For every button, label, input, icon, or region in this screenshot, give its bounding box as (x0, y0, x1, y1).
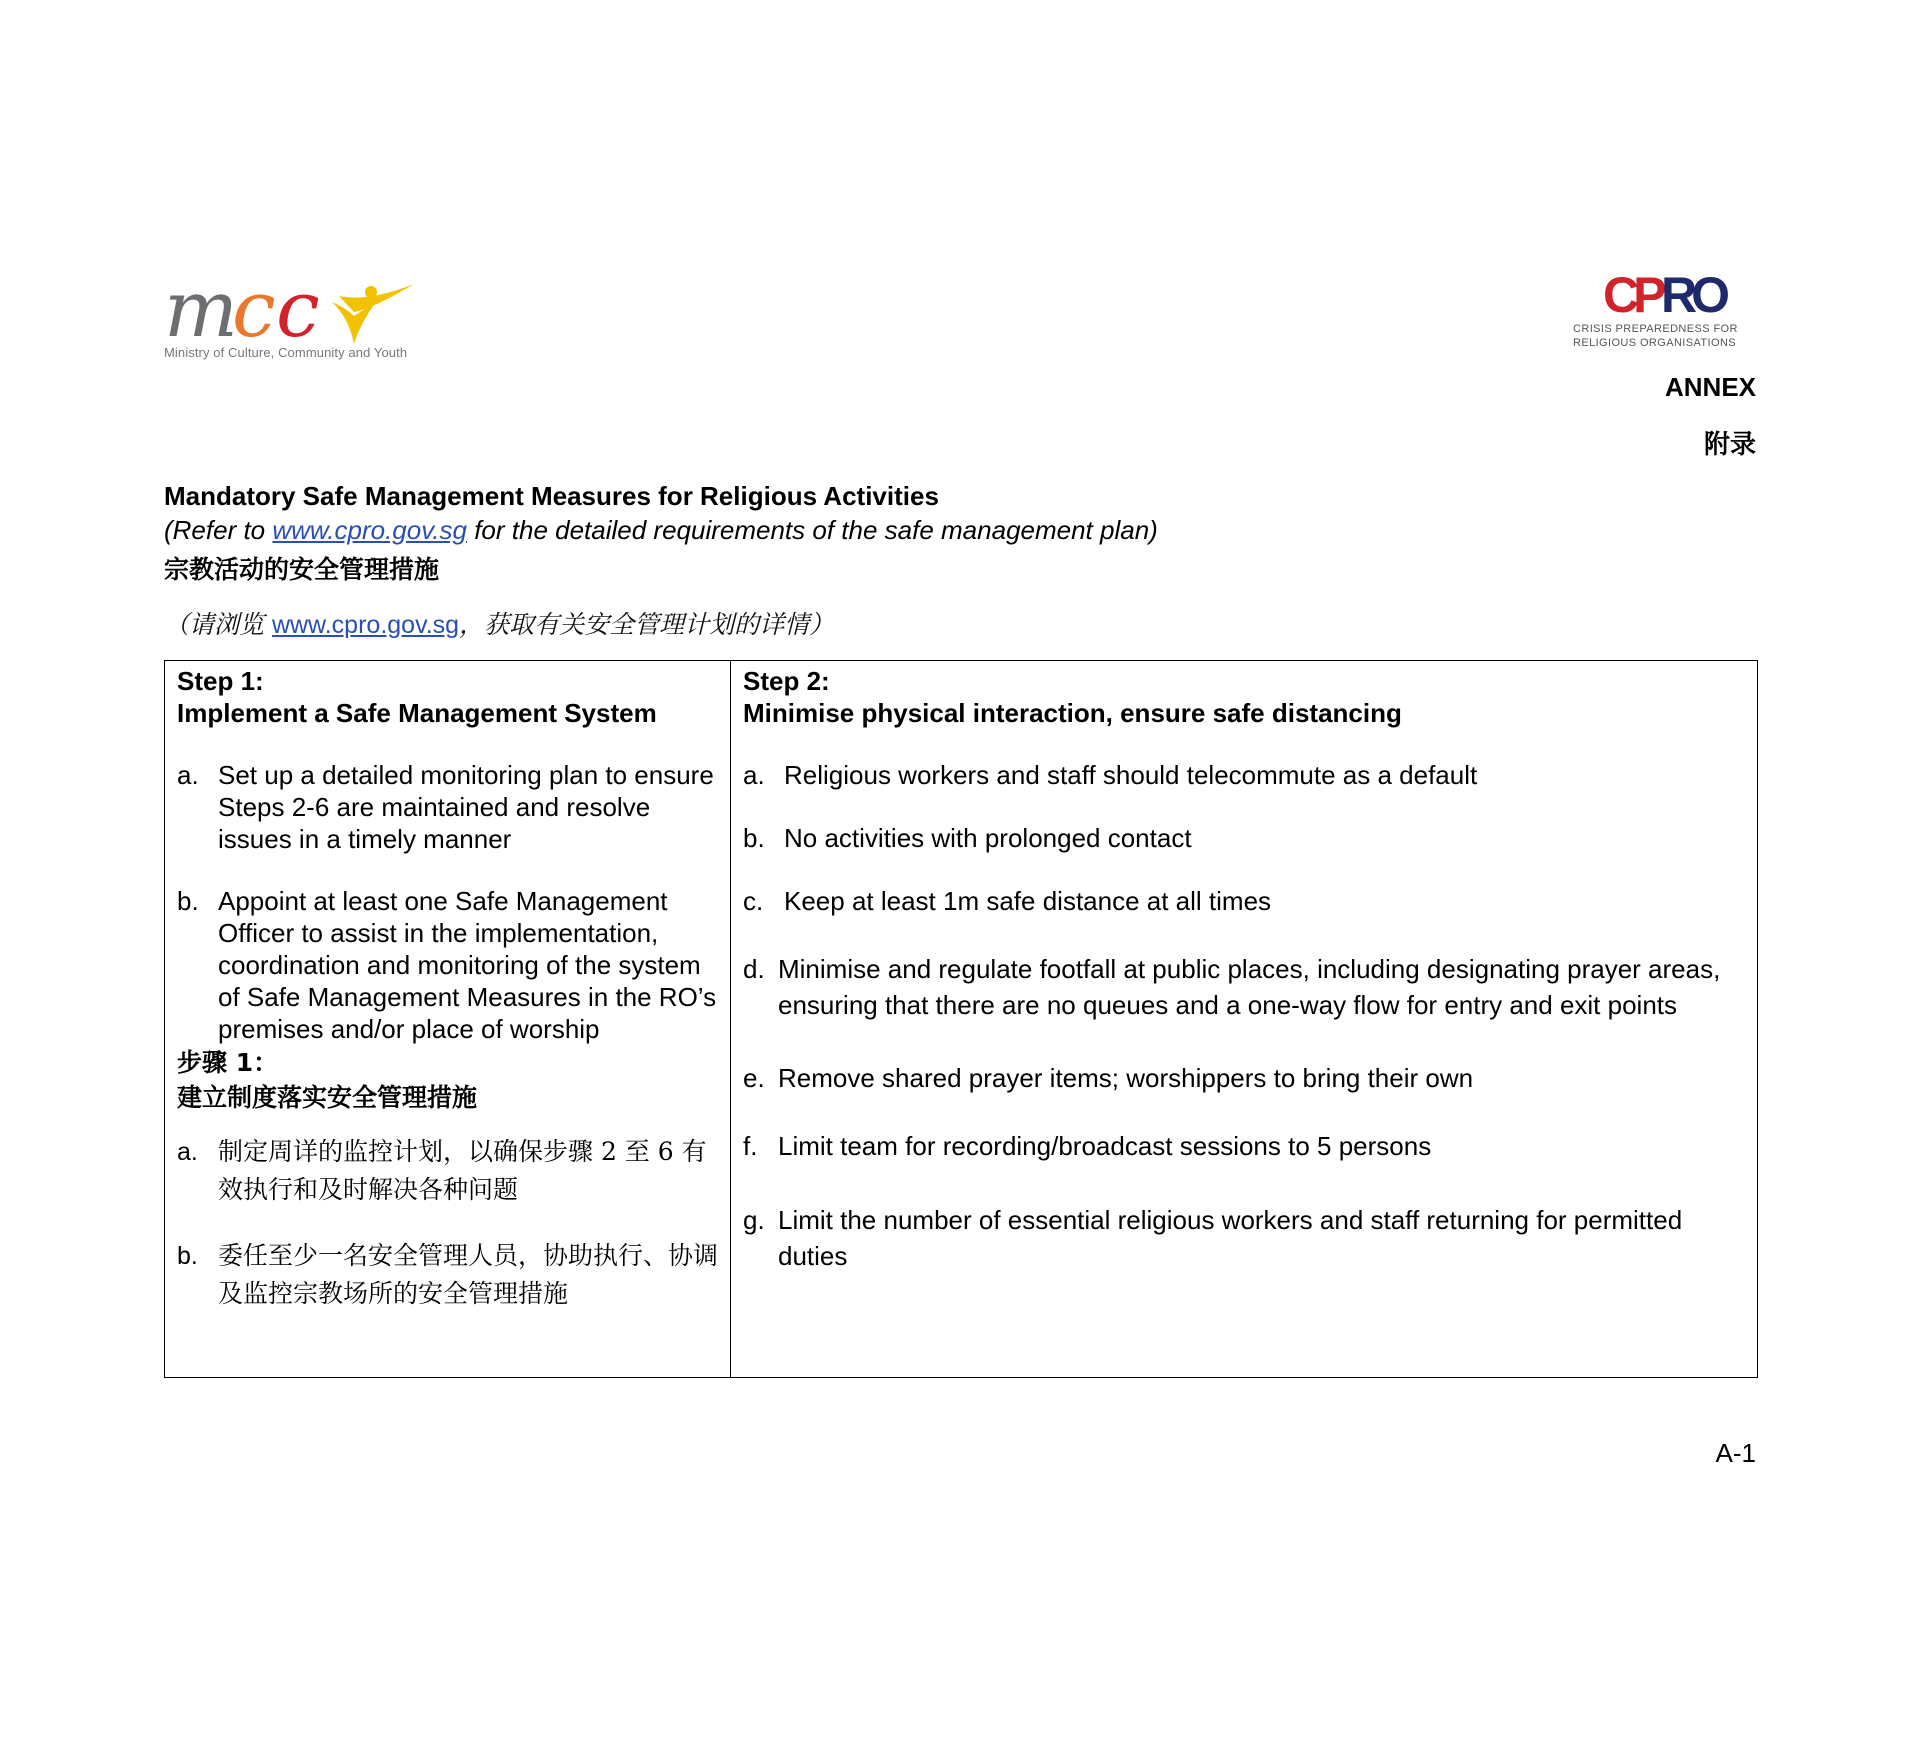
step2-item-d (743, 951, 1747, 1023)
list-marker: b. (177, 1242, 198, 1270)
mccy-wordmark-graphic (164, 272, 444, 347)
svg-text:CP: CP (1603, 268, 1661, 318)
annex-label: ANNEX (1664, 372, 1756, 402)
cpro-tagline-line-1: CRISIS PREPAREDNESS FOR (1573, 323, 1738, 335)
step2-item-g (743, 1202, 1747, 1274)
step1-heading-cn: 步骤 1： (177, 1048, 279, 1077)
subtitle-cn-suffix: ，获取有关安全管理计划的详情） (459, 610, 835, 639)
list-marker: g. (743, 1205, 765, 1235)
step1-item-a-cn (177, 1133, 720, 1209)
cpro-website-link-cn[interactable]: www.cpro.gov.sg (271, 611, 460, 639)
list-marker: c. (743, 886, 764, 916)
subtitle-prefix: (Refer to (164, 515, 273, 545)
step1-item-a (177, 759, 720, 855)
list-marker: b. (177, 886, 199, 916)
document-title: Mandatory Safe Management Measures for Religious Activities (164, 481, 939, 511)
list-marker: d. (743, 954, 765, 984)
step1-subheading: Implement a Safe Management System (177, 698, 657, 728)
list-item-text: Appoint at least one Safe Management Officer to assist in the implementation, coordination and monitoring of the system of Safe Management Measures in the RO’s premises and/or place of worship (218, 886, 717, 1044)
cpro-tagline-line-2: RELIGIOUS ORGANISATIONS (1573, 337, 1737, 349)
list-item-text: Religious workers and staff should telecommute as a default (784, 760, 1478, 790)
mccy-figure-icon (332, 284, 414, 344)
mccy-caption: Ministry of Culture, Community and Youth (164, 345, 408, 360)
cpro-logo (1570, 268, 1760, 358)
svg-text:RO: RO (1661, 268, 1724, 318)
step2-column (731, 661, 1757, 1377)
list-marker: b. (743, 823, 765, 853)
step1-column (165, 661, 731, 1377)
subtitle-cn-prefix: （请浏览 (164, 610, 272, 639)
step2-item-a (743, 757, 1747, 793)
step1-heading: Step 1: (177, 666, 264, 696)
list-item-text: 制定周详的监控计划，以确保步骤 2 至 6 有效执行和及时解决各种问题 (218, 1137, 707, 1204)
svg-text:c: c (232, 272, 272, 347)
list-marker: a. (743, 760, 765, 790)
document-subtitle-cn (164, 605, 834, 641)
document-subtitle (164, 515, 1158, 546)
annex-label-cn: 附录 (1703, 430, 1756, 460)
list-item-text: Remove shared prayer items; worshippers to bring their own (778, 1063, 1474, 1093)
list-item-text: Keep at least 1m safe distance at all times (784, 886, 1272, 916)
step2-item-f (743, 1128, 1747, 1164)
step1-item-b (177, 885, 720, 1045)
step2-item-c (743, 883, 1747, 919)
list-item-text: Limit the number of essential religious workers and staff returning for permitted duties (778, 1205, 1683, 1271)
document-title-cn: 宗教活动的安全管理措施 (164, 555, 440, 584)
step1-item-b-cn (177, 1237, 720, 1313)
list-marker: a. (177, 760, 199, 790)
list-marker: a. (177, 1138, 198, 1166)
subtitle-suffix: for the detailed requirements of the safe management plan) (466, 515, 1158, 545)
mccy-logo (164, 272, 444, 367)
cpro-website-link[interactable]: www.cpro.gov.sg (272, 515, 467, 545)
list-item-text: No activities with prolonged contact (784, 823, 1192, 853)
page-number: A-1 (1715, 1438, 1756, 1468)
step1-subheading-cn: 建立制度落实安全管理措施 (177, 1083, 478, 1112)
list-item-text: 委任至少一名安全管理人员，协助执行、协调及监控宗教场所的安全管理措施 (218, 1241, 719, 1308)
cpro-tagline (1573, 322, 1738, 350)
steps-table (164, 660, 1758, 1378)
step2-heading: Step 2: (743, 666, 830, 696)
list-marker: e. (743, 1063, 765, 1093)
svg-text:m: m (164, 272, 234, 347)
step2-item-e (743, 1060, 1747, 1096)
step2-item-b (743, 820, 1747, 856)
list-item-text: Limit team for recording/broadcast sessions to 5 persons (778, 1131, 1432, 1161)
list-item-text: Minimise and regulate footfall at public places, including designating prayer areas, ensuring that there are no queues and a one-way flow for entry and exit points (778, 954, 1721, 1020)
list-item-text: Set up a detailed monitoring plan to ensure Steps 2-6 are maintained and resolve issues in a timely manner (218, 760, 714, 854)
step2-subheading: Minimise physical interaction, ensure safe distancing (743, 698, 1402, 728)
cpro-wordmark-graphic (1603, 268, 1739, 318)
list-marker: f. (743, 1131, 758, 1161)
svg-text:c: c (276, 272, 316, 347)
